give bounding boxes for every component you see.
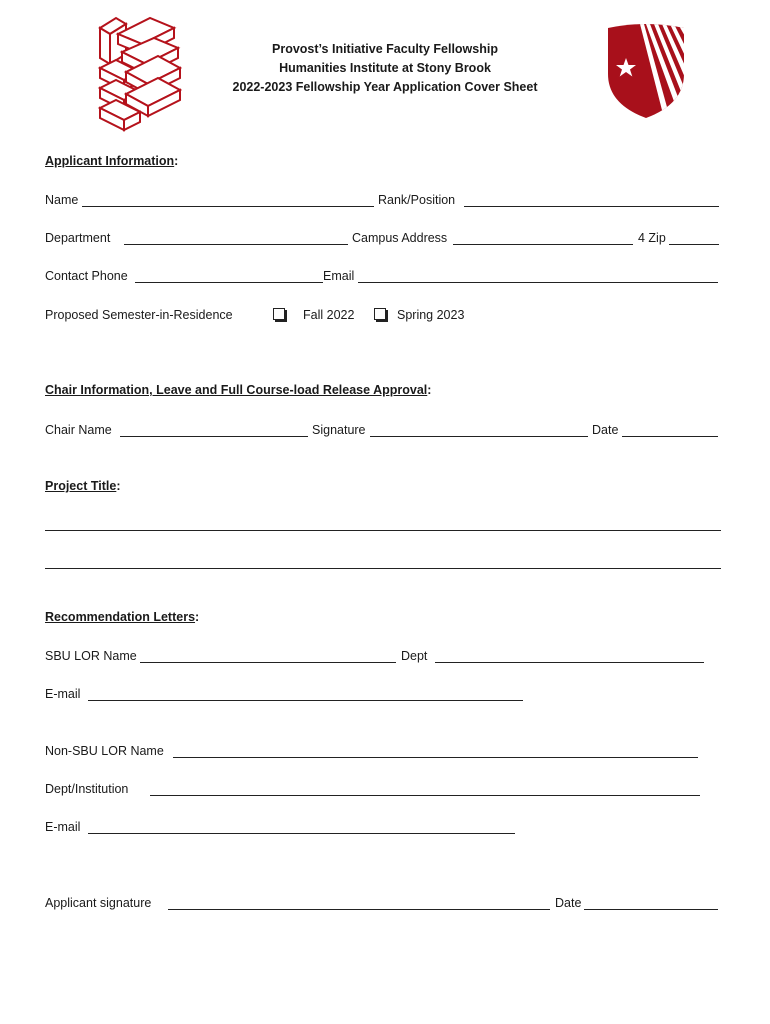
applicant-signature-label: Applicant signature (45, 896, 152, 910)
sbu-email-label: E-mail (45, 687, 81, 701)
rank-position-label: Rank/Position (378, 193, 456, 207)
semester-label: Proposed Semester-in-Residence (45, 308, 233, 322)
sbu-lor-name-label: SBU LOR Name (45, 649, 137, 663)
header-line-3: 2022-2023 Fellowship Year Application Cover Sheet (232, 80, 538, 94)
project-title-line-1[interactable] (45, 530, 721, 531)
sbu-lor-name-field[interactable] (140, 662, 396, 663)
email-field[interactable] (358, 282, 718, 283)
rank-position-field[interactable] (464, 206, 719, 207)
email-label: Email (323, 269, 355, 283)
recommendation-letters-heading: Recommendation Letters: (45, 610, 200, 624)
chair-name-label: Chair Name (45, 423, 112, 437)
department-label: Department (45, 231, 111, 245)
sbu-dept-label: Dept (401, 649, 428, 663)
chair-name-field[interactable] (120, 436, 308, 437)
non-sbu-email-label: E-mail (45, 820, 81, 834)
project-title-heading: Project Title: (45, 479, 121, 493)
bricks-logo-icon (96, 14, 186, 136)
non-sbu-lor-name-field[interactable] (173, 757, 698, 758)
campus-address-label: Campus Address (352, 231, 448, 245)
applicant-section-heading: Applicant Information: (45, 154, 179, 168)
applicant-date-field[interactable] (584, 909, 718, 910)
zip-label: 4 Zip (638, 231, 666, 245)
campus-address-field[interactable] (453, 244, 633, 245)
chair-section-heading: Chair Information, Leave and Full Course-load Release Approval: (45, 383, 432, 397)
sbu-email-field[interactable] (88, 700, 523, 701)
applicant-signature-field[interactable] (168, 909, 550, 910)
non-sbu-dept-field[interactable] (150, 795, 700, 796)
header-line-1: Provost’s Initiative Faculty Fellowship (272, 42, 498, 56)
sbu-dept-field[interactable] (435, 662, 704, 663)
non-sbu-dept-label: Dept/Institution (45, 782, 129, 796)
header-line-2: Humanities Institute at Stony Brook (279, 61, 491, 75)
applicant-date-label: Date (555, 896, 582, 910)
zip-field[interactable] (669, 244, 719, 245)
name-field[interactable] (82, 206, 374, 207)
chair-signature-label: Signature (312, 423, 366, 437)
fall-2022-label: Fall 2022 (303, 308, 355, 322)
fall-2022-checkbox[interactable] (273, 308, 285, 320)
spring-2023-checkbox[interactable] (374, 308, 386, 320)
contact-phone-field[interactable] (135, 282, 323, 283)
header-title-block (190, 40, 580, 97)
chair-signature-field[interactable] (370, 436, 588, 437)
name-label: Name (45, 193, 79, 207)
non-sbu-email-field[interactable] (88, 833, 515, 834)
shield-star-logo-icon (606, 22, 686, 120)
chair-date-field[interactable] (622, 436, 718, 437)
chair-date-label: Date (592, 423, 619, 437)
project-title-line-2[interactable] (45, 568, 721, 569)
department-field[interactable] (124, 244, 348, 245)
contact-phone-label: Contact Phone (45, 269, 128, 283)
spring-2023-label: Spring 2023 (397, 308, 465, 322)
non-sbu-lor-name-label: Non-SBU LOR Name (45, 744, 164, 758)
